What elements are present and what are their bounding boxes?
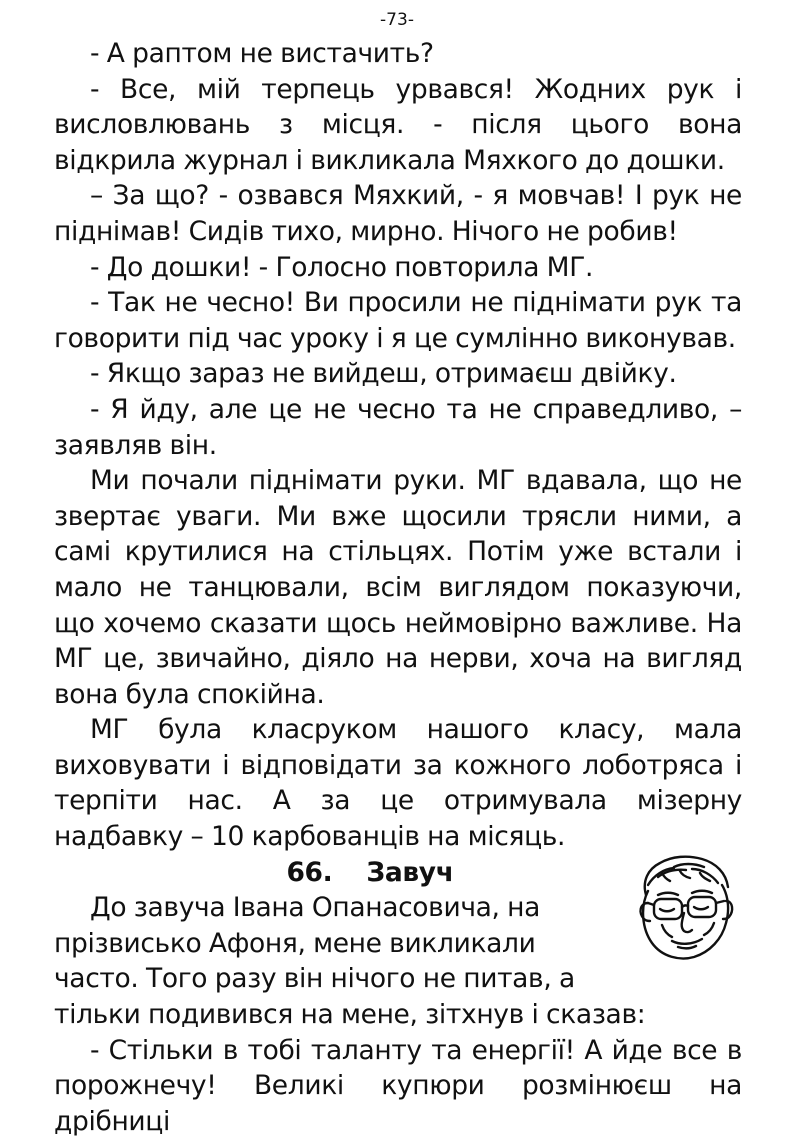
page-number: -73- [380, 10, 414, 30]
chapter-section [54, 855, 742, 1139]
paragraph: Ми почали піднімати руки. МГ вдавала, що не звертає уваги. Ми вже щосили трясли ними, а самі крутилися на стільцях. Потім уже встали і мало не танцювали, всім виглядом показуючи, що хочемо сказати щось неймовірно важливе. На МГ це, звичайно, діяло на нерви, хоча на вигляд вона була спокійна. [54, 465, 742, 710]
paragraph: - Я йду, але це не чесно та не справедливо, – заявляв він. [54, 393, 742, 461]
paragraph: - Все, мій терпець урвався! Жодних рук і висловлювань з місця. - після цього вона відкрила журнал і викликала Мяхкого до дошки. [54, 73, 742, 176]
paragraph: - До дошки! - Голосно повторила МГ. [90, 251, 594, 283]
paragraph: - А раптом не вистачить? [90, 38, 434, 69]
paragraph: МГ була класруком нашого класу, мала виховувати і відповідати за кожного лоботряса і терпіти нас. А за це отримувала мізерну надбавку – 10 карбованців на місяць. [54, 714, 742, 853]
paragraph: До завуча Івана Опанасовича, на прізвисько Афоня, мене викликали часто. Того разу він нічого не питав, а тільки подивився на мене, зітхнув і сказав: [54, 892, 646, 1031]
section-number: 66. [286, 856, 333, 888]
section-heading: Завуч [366, 856, 454, 888]
paragraph: - Якщо зараз не вийдеш, отримаєш двійку. [90, 358, 677, 390]
paragraph: - Стільки в тобі таланту та енергії! А йде все в порожнечу! Великі купюри розмінюєш на дрібниці [54, 1034, 742, 1137]
man-with-glasses-portrait-icon [618, 851, 744, 963]
paragraph: – За що? - озвався Мяхкий, - я мовчав! І рук не піднімав! Сидів тихо, мирно. Нічого не робив! [54, 180, 742, 247]
paragraph: - Так не чесно! Ви просили не піднімати рук та говорити під час уроку і я це сумлінно виконував. [54, 287, 742, 354]
body-text [54, 36, 742, 1139]
